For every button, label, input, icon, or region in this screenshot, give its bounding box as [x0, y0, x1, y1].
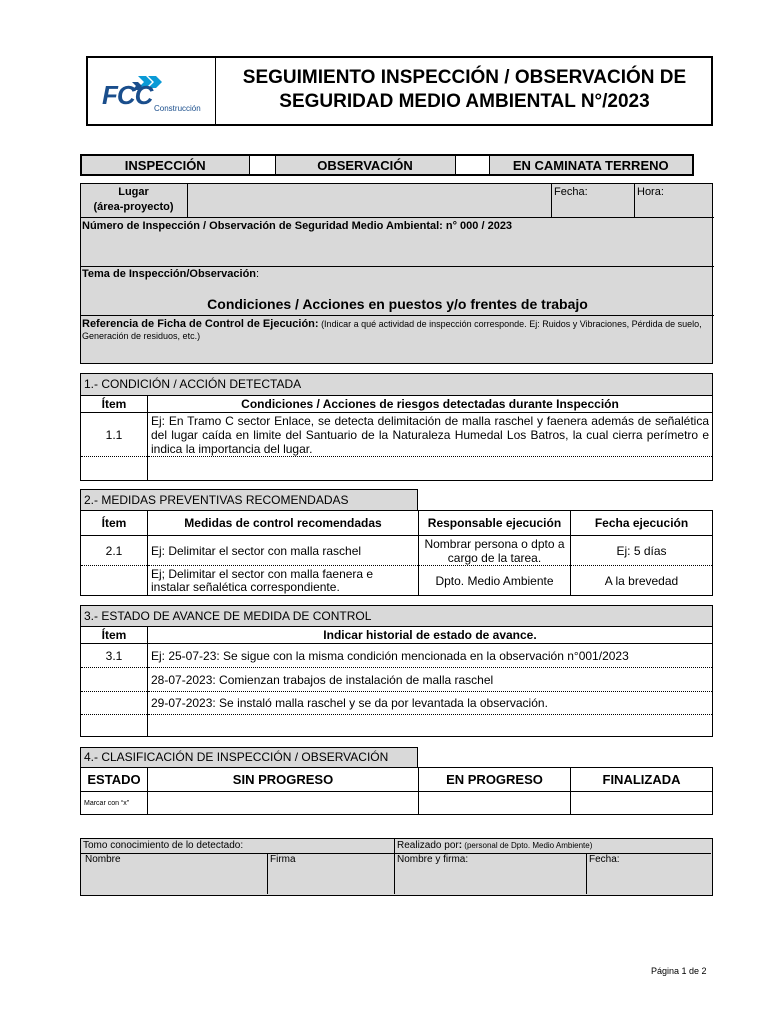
s2-col-item: Ítem: [81, 511, 148, 536]
realizado-label-text: Realizado por: [397, 840, 459, 851]
tema-label-text: Tema de Inspección/Observación: [82, 268, 257, 280]
s3-col-hist: Indicar historial de estado de avance.: [148, 627, 713, 644]
section3-title: 3.- ESTADO DE AVANCE DE MEDIDA DE CONTROL: [84, 609, 372, 623]
s2-row1-item: 2.1: [81, 536, 148, 566]
realizado-label: [397, 840, 592, 851]
section2-table: [80, 510, 713, 596]
section1-title: 1.- CONDICIÓN / ACCIÓN DETECTADA: [84, 377, 302, 391]
section1-title-bar: [80, 373, 713, 395]
section2-title-bar: [80, 489, 418, 510]
s4-finalizada-mark[interactable]: [571, 792, 713, 815]
s1-col-desc: Condiciones / Acciones de riesgos detectadas durante Inspección: [148, 396, 713, 413]
title-line-1: SEGUIMIENTO INSPECCIÓN / OBSERVACIÓN DE: [242, 67, 687, 88]
tema-colon: :: [256, 268, 260, 280]
logo-subtext: Construcción: [154, 104, 201, 113]
type-row: [80, 154, 694, 176]
s1-empty-desc[interactable]: [148, 457, 713, 481]
signature-box: [80, 838, 713, 896]
lugar-line-2: (área-proyecto): [93, 201, 174, 213]
s2-row2-responsable: Dpto. Medio Ambiente: [419, 566, 571, 596]
s3-col-item: Ítem: [81, 627, 148, 644]
fecha-label: Fecha:: [554, 186, 588, 198]
s2-row2-medida: Ej; Delimitar el sector con malla faenera e instalar señalética correspondiente.: [148, 566, 419, 596]
realizado-colon: :: [458, 840, 463, 851]
s3-row2-text: 28-07-2023: Comienzan trabajos de instalación de malla raschel: [148, 668, 713, 692]
realizado-note: (personal de Dpto. Medio Ambiente): [462, 841, 593, 850]
logo-text: FCC: [102, 80, 153, 110]
title-line-2: SEGURIDAD MEDIO AMBIENTAL N°/2023: [279, 91, 650, 112]
logo-area: [88, 58, 216, 124]
nombre-label: Nombre: [85, 854, 121, 865]
referencia-note: (Indicar a qué actividad de inspección corresponde. Ej: Ruidos y Vibraciones, Pérdida de suelo, Generación de residuos, etc.): [82, 319, 702, 341]
referencia: [82, 318, 712, 342]
s2-row1-fecha: Ej: 5 días: [571, 536, 713, 566]
s2-col-fecha: Fecha ejecución: [571, 511, 713, 536]
s4-en-progreso-mark[interactable]: [419, 792, 571, 815]
s2-row1-responsable: Nombrar persona o dpto a cargo de la tarea.: [419, 536, 571, 566]
s2-col-medidas: Medidas de control recomendadas: [148, 511, 419, 536]
lugar-input[interactable]: [188, 184, 551, 217]
s3-row4-text[interactable]: [148, 715, 713, 737]
section4-title-bar: [80, 747, 418, 767]
numero-label: Número de Inspección / Observación de Seguridad Medio Ambiental: n° 000 / 2023: [82, 220, 513, 232]
page-title: [218, 66, 711, 114]
section4-table: [80, 767, 713, 815]
firma-label: Firma: [270, 854, 296, 865]
tema-value: Condiciones / Acciones en puestos y/o frentes de trabajo: [207, 296, 588, 312]
section2-title: 2.- MEDIDAS PREVENTIVAS RECOMENDADAS: [84, 493, 349, 507]
nombre-firma-label: Nombre y firma:: [397, 854, 469, 865]
inspeccion-checkbox[interactable]: [249, 155, 275, 175]
s3-row3-text: 29-07-2023: Se instaló malla raschel y se da por levantada la observación.: [148, 692, 713, 715]
s4-estado: ESTADO: [81, 768, 148, 792]
s2-row1-medida: Ej: Delimitar el sector con malla raschel: [148, 536, 419, 566]
lugar-label: [81, 185, 186, 215]
s2-row2-fecha: A la brevedad: [604, 573, 679, 588]
page-number: Página 1 de 2: [651, 966, 707, 976]
caminata-label: EN CAMINATA TERRENO: [489, 155, 693, 175]
lugar-row: [81, 184, 714, 218]
s3-row3-item: [81, 692, 148, 715]
observacion-checkbox[interactable]: [455, 155, 489, 175]
section3-table: [80, 626, 713, 737]
header-box: [86, 56, 713, 126]
fecha-firma-label: Fecha:: [589, 854, 620, 865]
s1-row-desc: Ej: En Tramo C sector Enlace, se detecta delimitación de malla raschel y faenera además de señalética del lugar caída en limite del Santuario de la Naturaleza Humedal Los Batros, la cual cierra perímetro e indica la importancia del lugar.: [148, 413, 713, 457]
section1-table: [80, 395, 713, 481]
s3-row1-text: Ej: 25-07-23: Se sigue con la misma condición mencionada en la observación n°001/2023: [148, 644, 713, 668]
section3-title-bar: [80, 605, 713, 626]
s3-row4-item: [81, 715, 148, 737]
s1-empty-item: [81, 457, 148, 481]
lugar-line-1: Lugar: [118, 186, 149, 198]
referencia-label: Referencia de Ficha de Control de Ejecución:: [82, 318, 319, 330]
section4-title: 4.- CLASIFICACIÓN DE INSPECCIÓN / OBSERVACIÓN: [84, 750, 389, 764]
s4-marcar: Marcar con “x”: [81, 792, 148, 815]
s1-row-item: 1.1: [81, 413, 148, 457]
info-block: [80, 183, 713, 364]
hora-label: Hora:: [637, 186, 664, 198]
s4-sin-progreso: SIN PROGRESO: [148, 768, 419, 792]
s4-sin-progreso-mark[interactable]: [148, 792, 419, 815]
tema-label: [82, 268, 259, 280]
s2-col-responsable: Responsable ejecución: [419, 511, 571, 536]
observacion-label: OBSERVACIÓN: [275, 155, 455, 175]
s3-row2-item: [81, 668, 148, 692]
s2-row2-item: [81, 566, 148, 596]
s4-finalizada: FINALIZADA: [571, 768, 713, 792]
s4-en-progreso: EN PROGRESO: [419, 768, 571, 792]
inspeccion-label: INSPECCIÓN: [81, 155, 249, 175]
s3-row1-item: 3.1: [81, 644, 148, 668]
tomo-label: Tomo conocimiento de lo detectado:: [83, 840, 244, 851]
s1-col-item: Ítem: [81, 396, 148, 413]
